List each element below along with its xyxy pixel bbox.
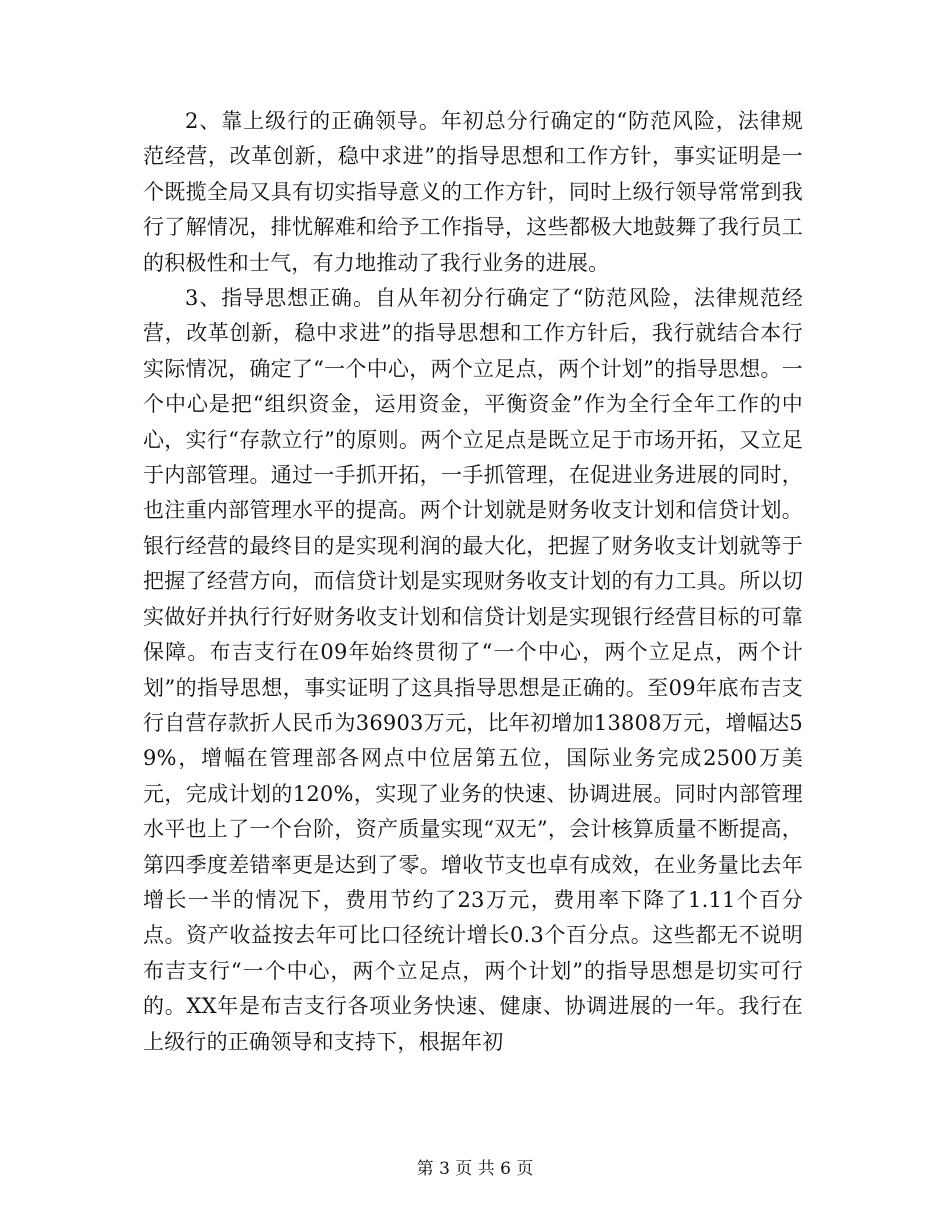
footer-suffix: 页 bbox=[510, 1159, 534, 1179]
document-body bbox=[143, 104, 803, 1060]
total-pages-number: 6 bbox=[500, 1159, 511, 1179]
paragraph-3: 3、指导思想正确。自从年初分行确定了“防范风险，法律规范经营，改革创新，稳中求进”的指导思想和工作方针后，我行就结合本行实际情况，确定了“一个中心，两个立足点，两个计划”的指导思想。一个中心是把“组织资金，运用资金，平衡资金”作为全行全年工作的中心，实行“存款立行”的原则。两个立足点是既立足于市场开拓，又立足于内部管理。通过一手抓开拓，一手抓管理，在促进业务进展的同时，也注重内部管理水平的提高。两个计划就是财务收支计划和信贷计划。银行经营的最终目的是实现利润的最大化，把握了财务收支计划就等于把握了经营方向，而信贷计划是实现财务收支计划的有力工具。所以切实做好并执行行好财务收支计划和信贷计划是实现银行经营目标的可靠保障。布吉支行在09年始终贯彻了“一个中心，两个立足点，两个计划”的指导思想，事实证明了这具指导思想是正确的。至09年底布吉支行自营存款折人民币为36903万元，比年初增加13808万元，增幅达59%，增幅在管理部各网点中位居第五位，国际业务完成2500万美元，完成计划的120%，实现了业务的快速、协调进展。同时内部管理水平也上了一个台阶，资产质量实现“双无”，会计核算质量不断提高，第四季度差错率更是达到了零。增收节支也卓有成效，在业务量比去年增长一半的情况下，费用节约了23万元，费用率下降了1.11个百分点。资产收益按去年可比口径统计增长0.3个百分点。这些都无不说明布吉支行“一个中心，两个立足点，两个计划”的指导思想是切实可行的。XX年是布吉支行各项业务快速、健康、协调进展的一年。我行在上级行的正确领导和支持下，根据年初 bbox=[143, 286, 803, 1054]
current-page-number: 3 bbox=[439, 1159, 450, 1179]
footer-middle: 页 共 bbox=[449, 1159, 501, 1179]
footer-prefix: 第 bbox=[416, 1159, 440, 1179]
page-footer bbox=[0, 1158, 950, 1180]
paragraph-2: 2、靠上级行的正确领导。年初总分行确定的“防范风险，法律规范经营，改革创新，稳中求进”的指导思想和工作方针，事实证明是一个既揽全局又具有切实指导意义的工作方针，同时上级行领导常常到我行了解情况，排忧解难和给予工作指导，这些都极大地鼓舞了我行员工的积极性和士气，有力地推动了我行业务的进展。 bbox=[143, 109, 803, 275]
